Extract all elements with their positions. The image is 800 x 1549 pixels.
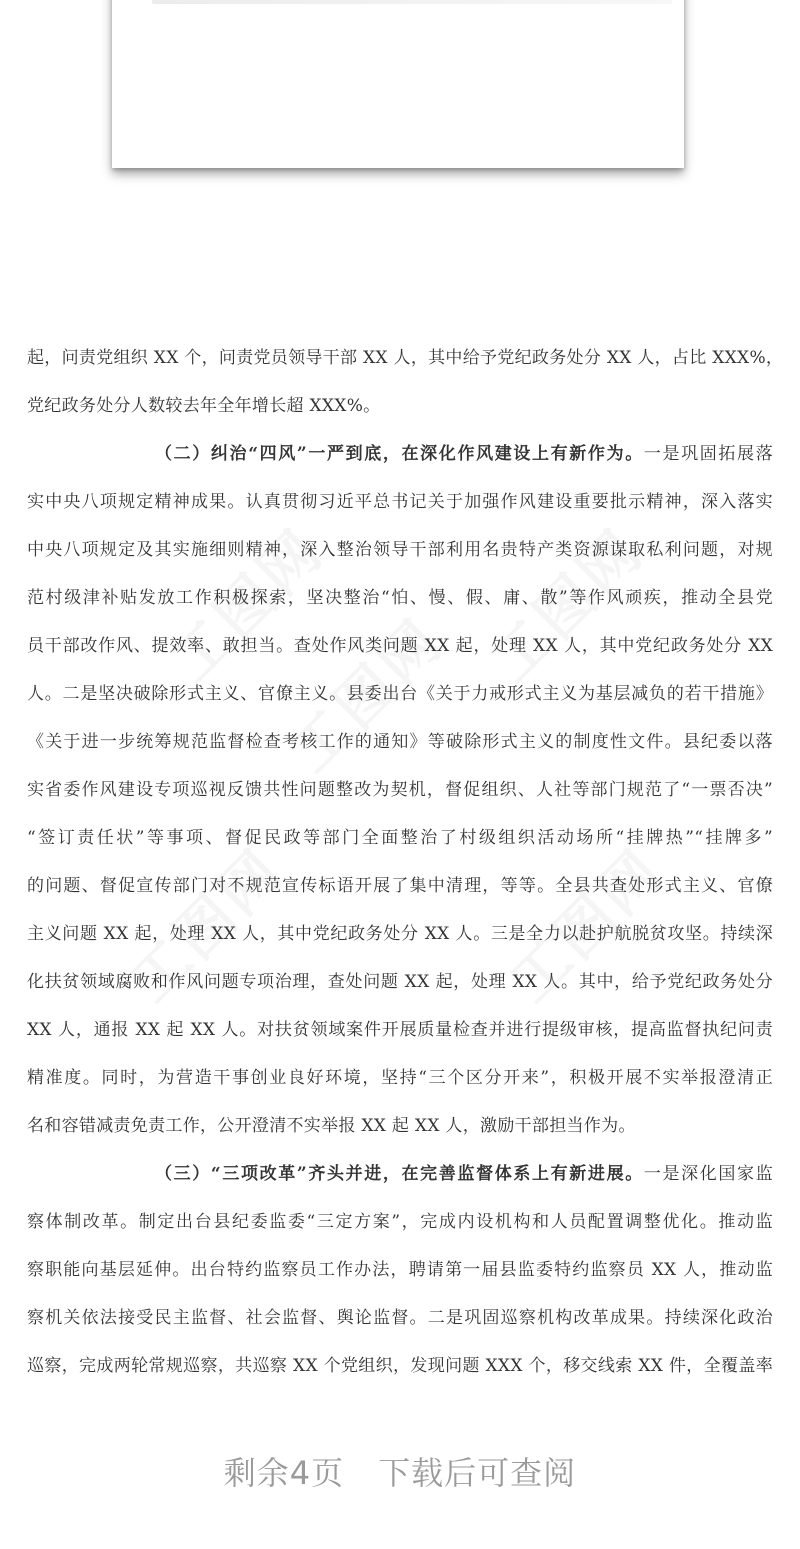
text-line: XX 人，通报 XX 起 XX 人。对扶贫领域案件开展质量检查并进行提级审核，提高监督执纪问责 [27,1020,773,1040]
text-line: 实中央八项规定精神成果。认真贯彻习近平总书记关于加强作风建设重要批示精神，深入落实 [27,492,773,512]
text-line: 中央八项规定及其实施细则精神，深入整治领导干部利用名贵特产类资源谋取私利问题，对规 [27,540,773,560]
previous-page-preview [112,0,684,168]
watermark: 工图网 [496,835,677,1016]
section-heading-line [27,434,773,482]
download-to-view-text[interactable]: 下载后可查阅 [378,1454,577,1492]
text-line: 起，问责党组织 XX 个，问责党员领导干部 XX 人，其中给予党纪政务处分 XX 人，占比 XXX%， [27,348,784,368]
watermark: 工图网 [276,605,457,786]
text-line: 察职能向基层延伸。出台特约监察员工作办法，聘请第一届县监委特约监察员 XX 人，推动监 [27,1260,773,1280]
text-line: 党纪政务处分人数较去年全年增长超 XXX%。 [27,396,381,416]
text-line: 范村级津补贴发放工作积极探索，坚决整治“怕、慢、假、庸、散”等作风顽疾，推动全县党 [27,588,773,608]
text-line: 员干部改作风、提效率、敢担当。查处作风类问题 XX 起，处理 XX 人，其中党纪政务处分 XX [27,636,773,656]
document-body [27,338,784,1394]
text-line: 察体制改革。制定出台县纪委监委“三定方案”，完成内设机构和人员配置调整优化。推动监 [27,1212,773,1232]
text-line: 主义问题 XX 起，处理 XX 人，其中党纪政务处分 XX 人。三是全力以赴护航脱贫攻坚。持续深 [27,924,773,944]
watermark: 工图网 [116,835,297,1016]
text-line: 名和容错减责免责工作，公开澄清不实举报 XX 起 XX 人，激励干部担当作为。 [27,1116,636,1136]
text-line: 实省委作风建设专项巡视反馈共性问题整改为契机，督促组织、人社等部门规范了“一票否决” [27,780,773,800]
text-line: 化扶贫领域腐败和作风问题专项治理，查处问题 XX 起，处理 XX 人。其中，给予党纪政务处分 [27,972,773,992]
watermark: 工图网 [156,515,337,696]
text-line: 察机关依法接受民主监督、社会监督、舆论监督。二是巩固巡察机构改革成果。持续深化政治 [27,1308,773,1328]
section-heading-line [27,1154,773,1202]
text-line: 巡察，完成两轮常规巡察，共巡察 XX 个党组织，发现问题 XXX 个，移交线索 XX 件，全覆盖率 [27,1356,773,1376]
text-line: 《关于进一步统筹规范监督检查考核工作的通知》等破除形式主义的制度性文件。县纪委以落 [27,732,773,752]
download-notice[interactable] [0,1448,800,1494]
section-text: 一是深化国家监 [643,1164,774,1184]
text-line: 的问题、督促宣传部门对不规范宣传标语开展了集中清理，等等。全县共查处形式主义、官僚 [27,876,773,896]
text-line: “签订责任状”等事项、督促民政等部门全面整治了村级组织活动场所“挂牌热”“挂牌多” [27,828,773,848]
section-heading: （三）“三项改革”齐头并进，在完善监督体系上有新进展。 [155,1164,644,1184]
section-heading: （二）纠治“四风”一严到底，在深化作风建设上有新作为。 [155,444,644,464]
text-line: 精准度。同时，为营造干事创业良好环境，坚持“三个区分开来”，积极开展不实举报澄清正 [27,1068,773,1088]
faded-text-line [152,0,672,4]
section-text: 一是巩固拓展落 [643,444,774,464]
watermark: 工图网 [476,515,657,696]
text-line: 人。二是坚决破除形式主义、官僚主义。县委出台《关于力戒形式主义为基层减负的若干措施》 [27,684,773,704]
remaining-pages-text: 剩余4页 [223,1454,345,1492]
